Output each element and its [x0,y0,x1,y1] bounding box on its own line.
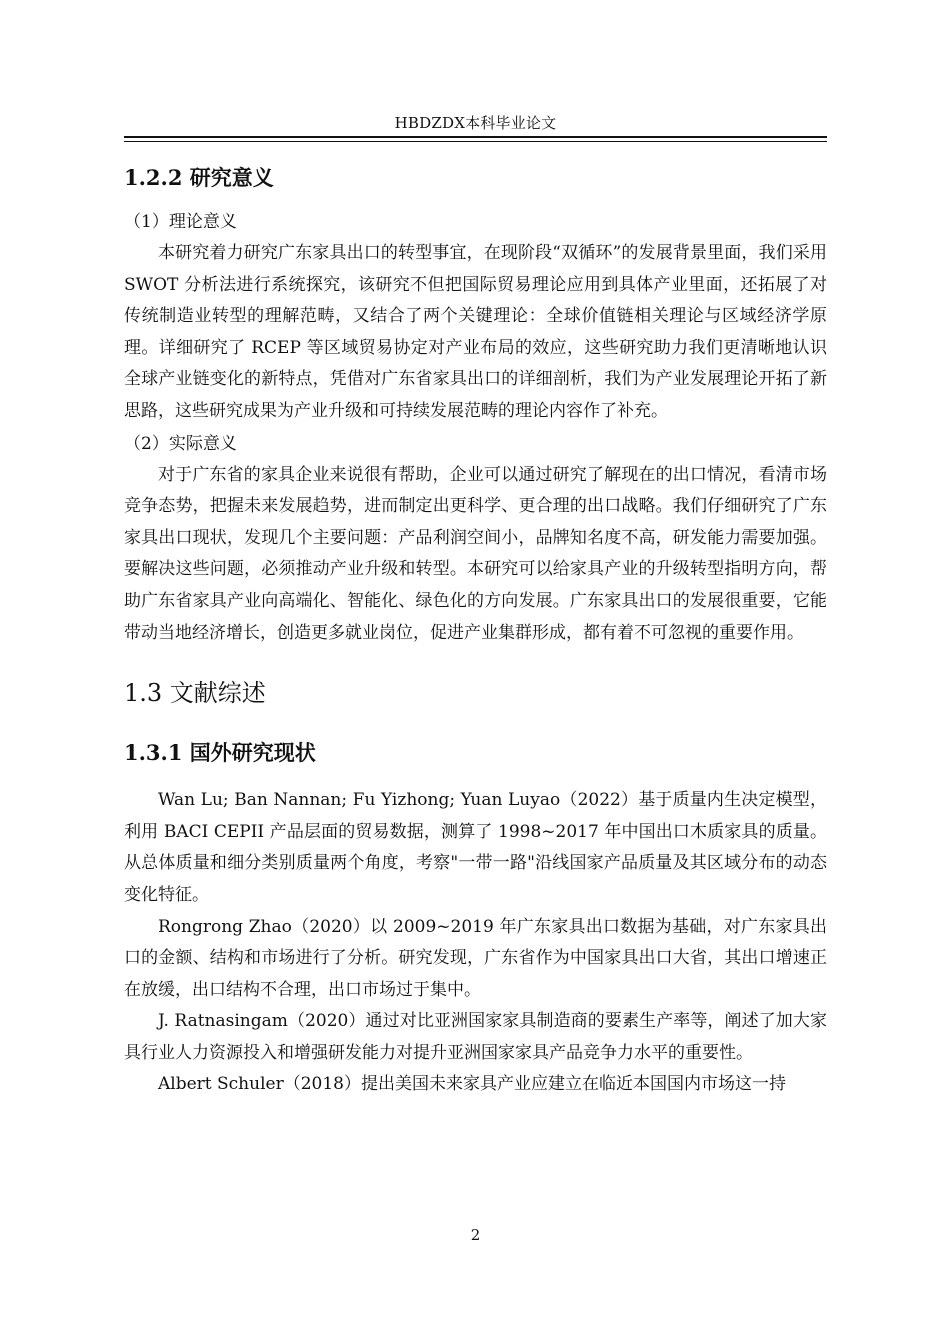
page-content [124,160,827,1101]
subheading-theoretical: （1）理论意义 [124,212,237,232]
section-heading-1-3-1: 1.3.1 国外研究现状 [124,740,316,766]
subheading-practical: （2）实际意义 [124,433,237,454]
paragraph-review-wan-lu: Wan Lu; Ban Nannan; Fu Yizhong; Yuan Luyao（2022）基于质量内生决定模型，利用 BACI CEPII 产品层面的贸易数据，测算了 1998~2017 年中国出口木质家具的质量。从总体质量和细分类别质量两个角度，考察"一带一路"沿线国家产品质量及其区域分布的动态变化特征。 [124,790,827,905]
paragraph-review-zhao: Rongrong Zhao（2020）以 2009~2019 年广东家具出口数据为基础，对广东家具出口的金额、结构和市场进行了分析。研究发现，广东省作为中国家具出口大省，其出口增速正在放缓，出口结构不合理，出口市场过于集中。 [124,916,827,1000]
paragraph-review-schuler: Albert Schuler（2018）提出美国未来家具产业应建立在临近本国国内市场这一持 [158,1074,786,1095]
header-rule-thick [124,136,827,138]
running-header: HBDZDX本科毕业论文 [394,114,557,132]
header-rule-thin [124,141,827,142]
paragraph-practical-significance: 对于广东省的家具企业来说很有帮助，企业可以通过研究了解现在的出口情况，看清市场竞争态势，把握未来发展趋势，进而制定出更科学、更合理的出口战略。我们仔细研究了广东家具出口现状，发现几个主要问题：产品利润空间小，品牌知名度不高，研发能力需要加强。要解决这些问题，必须推动产业升级和转型。本研究可以给家具产业的升级转型指明方向，帮助广东省家具产业向高端化、智能化、绿色化的方向发展。广东家具出口的发展很重要，它能带动当地经济增长，创造更多就业岗位，促进产业集群形成，都有着不可忽视的重要作用。 [124,464,827,643]
page-number: 2 [470,1226,481,1244]
section-heading-1-2-2: 1.2.2 研究意义 [124,165,274,190]
paragraph-theoretical-significance: 本研究着力研究广东家具出口的转型事宜，在现阶段“双循环”的发展背景里面，我们采用 SWOT 分析法进行系统探究，该研究不但把国际贸易理论应用到具体产业里面，还拓展了对传统制造业转型的理解范畴，又结合了两个关键理论：全球价值链相关理论与区域经济学原理。详细研究了 RCEP 等区域贸易协定对产业布局的效应，这些研究助力我们更清晰地认识全球产业链变化的新特点，凭借对广东省家具出口的详细剖析，我们为产业发展理论开拓了新思路，这些研究成果为产业升级和可持续发展范畴的理论内容作了补充。 [124,243,827,421]
paragraph-review-ratnasingam: J. Ratnasingam（2020）通过对比亚洲国家家具制造商的要素生产率等，阐述了加大家具行业人力资源投入和增强研发能力对提升亚洲国家家具产品竞争力水平的重要性。 [124,1011,827,1063]
section-heading-1-3: 1.3 文献综述 [124,679,266,708]
